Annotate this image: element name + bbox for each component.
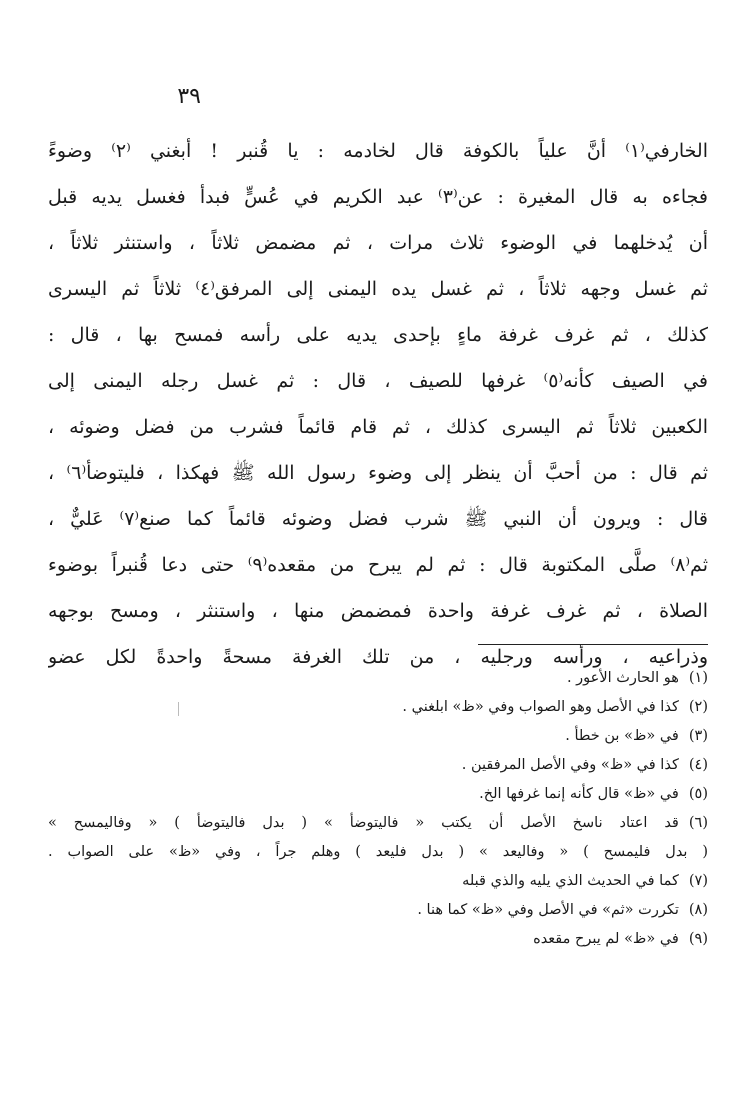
text-line: الكعبين ثلاثاً ثم اليسرى كذلك ، ثم قام قائماً فشرب من فضل وضوئه ،	[48, 416, 708, 438]
footnote-6-continuation: ( بدل فليمسح ) « وفاليعد » ( بدل فليعد ) وهلم جراً ، وفي «ظ» على الصواب .	[48, 844, 708, 860]
footnote-9: (٩)في «ظ» لم يبرح مقعده	[533, 931, 708, 947]
footnote-2: (٢)كذا في الأصل وهو الصواب وفي «ظ» ابلغني .	[402, 699, 708, 715]
text-line: ثم⁽٨⁾ صلَّى المكتوبة قال : ثم لم يبرح من مقعده⁽٩⁾ حتى دعا قُنبراً بوضوء	[48, 554, 708, 576]
text-line: أن يُدخلهما في الوضوء ثلاث مرات ، ثم مضمض ثلاثاً ، واستنثر ثلاثاً ،	[48, 232, 708, 254]
page-number: ٣٩	[177, 84, 201, 109]
footnote-4: (٤)كذا في «ظ» وفي الأصل المرفقين .	[461, 757, 708, 773]
footnote-8: (٨)تكررت «ثم» في الأصل وفي «ظ» كما هنا .	[417, 902, 708, 918]
footnote-divider	[478, 644, 708, 645]
footnote-7: (٧)كما في الحديث الذي يليه والذي قبله	[462, 873, 708, 889]
footnote-1: (١)هو الحارث الأعور .	[566, 670, 708, 686]
main-text	[48, 128, 708, 680]
text-line: الخارفي⁽١⁾ أنَّ علياً بالكوفة قال لخادمه : يا قُنبر ! أبغني ⁽٢⁾ وضوءً	[48, 140, 708, 162]
text-line: ثم قال : من أحبَّ أن ينظر إلى وضوء رسول الله ﷺ فهكذا ، فليتوضأ⁽٦⁾ ،	[48, 462, 708, 484]
footnote-5: (٥)في «ظ» قال كأنه إنما غرفها الخ.	[479, 786, 708, 802]
text-line: قال : ويرون أن النبي ﷺ شرب فضل وضوئه قائماً كما صنع⁽٧⁾ عَليٌّ ،	[48, 508, 708, 530]
footnotes	[48, 664, 708, 954]
text-line: فجاءه به قال المغيرة : عن⁽٣⁾ عبد الكريم في عُسٍّ فبدأ فغسل يديه قبل	[48, 186, 708, 208]
text-line: ثم غسل وجهه ثلاثاً ، ثم غسل يده اليمنى إلى المرفق⁽٤⁾ ثلاثاً ثم اليسرى	[48, 278, 708, 300]
text-line: وذراعيه ، ورأسه ورجليه ، من تلك الغرفة مسحةً واحدةً لكل عضو	[48, 646, 708, 668]
text-line: في الصيف كأنه⁽٥⁾ غرفها للصيف ، قال : ثم غسل رجله اليمنى إلى	[48, 370, 708, 392]
footnote-3: (٣)في «ظ» بن خطأ .	[565, 728, 708, 744]
text-line: الصلاة ، ثم غرف غرفة واحدة فمضمض منها ، واستنثر ، ومسح بوجهه	[48, 600, 708, 622]
text-line: كذلك ، ثم غرف غرفة ماءٍ بإحدى يديه على رأسه فمسح بها ، قال :	[48, 324, 708, 346]
footnote-6: (٦)قد اعتاد ناسخ الأصل أن يكتب « فاليتوضأ » ( بدل فاليتوضأ ) « وفاليمسح »	[48, 815, 708, 831]
